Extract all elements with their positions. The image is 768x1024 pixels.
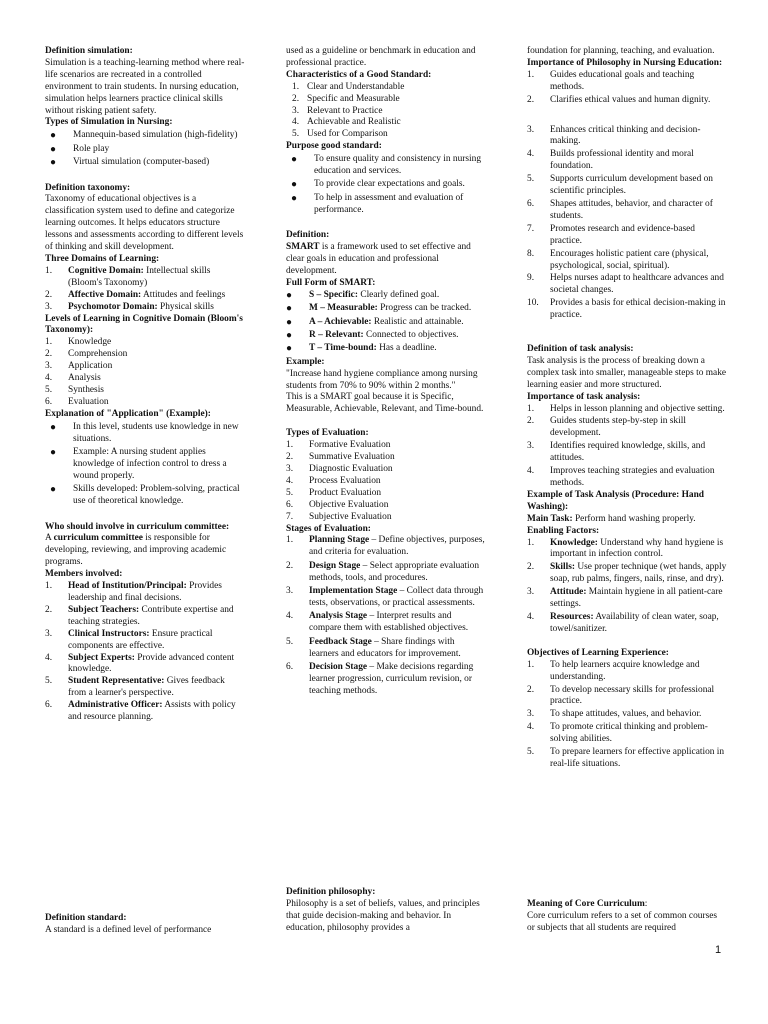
enabling-factors-list — [527, 538, 727, 636]
list-item: 6. Shapes attitudes, behavior, and character of students. — [527, 198, 713, 221]
evaluation-types-list — [286, 440, 486, 523]
list-item: 2. Design Stage – Select appropriate evaluation methods, tools, and procedures. — [286, 560, 480, 583]
list-item: 3. Enhances critical thinking and decision-making. — [527, 124, 701, 147]
smart-example-explanation: This is a SMART goal because it is Specific, Measurable, Achievable, Relevant, and Time-bound. — [286, 392, 484, 415]
simulation-types-list — [45, 130, 245, 169]
heading-philosophy-importance: Importance of Philosophy in Nursing Education: — [527, 57, 723, 68]
heading-evaluation-types: Types of Evaluation: — [286, 428, 369, 439]
list-item: ● To help in assessment and evaluation of performance. — [291, 192, 464, 215]
heading-task-example: Example of Task Analysis (Procedure: Hand Washing): — [527, 489, 705, 512]
list-item: 5. Used for Comparison — [292, 129, 388, 140]
list-item: 2. Subject Teachers: Contribute expertise and teaching strategies. — [45, 604, 234, 627]
list-item: 5. Synthesis — [45, 384, 104, 395]
list-item: 4. Resources: Availability of clean water, soap, towel/sanitizer. — [527, 611, 719, 634]
list-item: 2. Clarifies ethical values and human dignity. — [527, 94, 711, 105]
core-curriculum-block — [527, 899, 727, 935]
list-item: 1. Head of Institution/Principal: Provides leadership and final decisions. — [45, 581, 222, 603]
list-item: 6. Objective Evaluation — [286, 499, 389, 510]
philosophy-importance-list-continued — [527, 125, 727, 323]
column-3 — [527, 46, 727, 771]
list-item: 1. Formative Evaluation — [286, 440, 391, 451]
list-item: 4. Improves teaching strategies and evaluation methods. — [527, 466, 715, 488]
taxonomy-definition: Taxonomy of educational objectives is a classification system used to define and categorize learning outcomes. It helps educators structure lessons and assessments according to different levels of thinking and skill development. — [45, 194, 244, 253]
smart-list — [286, 290, 486, 356]
list-item: 5. Feedback Stage – Share findings with learners and educators for improvement. — [286, 636, 461, 659]
bullet-icon: ● — [50, 447, 57, 458]
list-item: 4. Analysis Stage – Interpret results and compare them with established objectives. — [286, 611, 469, 634]
list-item: 3. Psychomotor Domain: Physical skills — [45, 301, 214, 312]
heading-example: Example: — [286, 356, 325, 367]
curriculum-committee-text: A curriculum committee is responsible for developing, reviewing, and improving academic programs. — [45, 533, 227, 568]
list-item: 7. Promotes research and evidence-based practice. — [527, 223, 695, 246]
list-item: 1. Clear and Understandable — [292, 81, 405, 92]
purpose-list — [286, 154, 486, 217]
list-item: ● Mannequin-based simulation (high-fidelity) — [50, 130, 238, 142]
task-importance-list — [527, 404, 727, 490]
application-list — [45, 422, 245, 508]
heading-application: Explanation of "Application" (Example): — [45, 408, 211, 419]
list-item: 5. To prepare learners for effective application in real-life situations. — [527, 747, 725, 769]
list-item: ● A – Achievable: Realistic and attainable. — [286, 316, 464, 328]
list-item: 6. Evaluation — [45, 396, 109, 407]
bullet-icon: ● — [286, 329, 293, 341]
list-item: 1. Knowledge: Understand why hand hygiene is important in infection control. — [527, 537, 724, 560]
list-item: 1. Helps in lesson planning and objective setting. — [527, 403, 725, 414]
list-item: 1. Guides educational goals and teaching methods. — [527, 69, 695, 92]
list-item: 3. Diagnostic Evaluation — [286, 464, 393, 474]
heading-purpose: Purpose good standard: — [286, 141, 382, 152]
list-item: 5. Product Evaluation — [286, 487, 382, 498]
philosophy-definition: Philosophy is a set of beliefs, values, and principles that guide decision-making and behavior. In education, philosophy provides a — [286, 898, 480, 933]
bullet-icon: ● — [50, 484, 57, 496]
page-number: 1 — [715, 944, 722, 956]
list-item: 4. Achievable and Realistic — [292, 117, 401, 128]
levels-list — [45, 337, 245, 408]
heading-standard: Definition standard: — [45, 913, 127, 923]
list-item: 1. To help learners acquire knowledge and understanding. — [527, 659, 700, 682]
heading-enabling-factors: Enabling Factors: — [527, 525, 600, 536]
heading-taxonomy: Definition taxonomy: — [45, 182, 131, 193]
evaluation-stages-list — [286, 535, 486, 697]
list-item: ● Example: A nursing student applies knowledge of infection control to dress a wound properly. — [50, 447, 227, 481]
heading-members: Members involved: — [45, 569, 123, 580]
list-item: 3. Relevant to Practice — [292, 105, 383, 116]
standard-definition: A standard is a defined level of performance — [45, 924, 212, 935]
heading-simulation-types: Types of Simulation in Nursing: — [45, 117, 173, 128]
list-item: 3. Attitude: Maintain hygiene in all patient-care settings. — [527, 587, 723, 610]
bullet-icon: ● — [50, 130, 57, 142]
heading-curriculum-committee: Who should involve in curriculum committee: — [45, 521, 230, 532]
heading-core-curriculum: Meaning of Core Curriculum: — [527, 899, 648, 909]
list-item: ● Role play — [50, 143, 110, 155]
list-item: 3. To shape attitudes, values, and behavior. — [527, 709, 702, 720]
bullet-icon: ● — [286, 289, 293, 301]
list-item: 8. Encourages holistic patient care (physical, psychological, social, spiritual). — [527, 248, 709, 271]
list-item: 6. Administrative Officer: Assists with policy and resource planning. — [45, 700, 236, 723]
list-item: 1. Knowledge — [45, 337, 112, 348]
list-item: ● M – Measurable: Progress can be tracked. — [286, 303, 472, 315]
bullet-icon: ● — [286, 303, 293, 315]
list-item: 2. Guides students step-by-step in skill development. — [527, 416, 686, 439]
core-curriculum-definition: Core curriculum refers to a set of common courses or subjects that all students are required — [527, 910, 718, 933]
list-item: ● T – Time-bound: Has a deadline. — [286, 343, 437, 355]
list-item: ● R – Relevant: Connected to objectives. — [286, 329, 459, 341]
list-item: 9. Helps nurses adapt to healthcare advances and societal changes. — [527, 273, 724, 296]
list-item: 10. Provides a basis for ethical decision-making in practice. — [527, 298, 726, 321]
heading-evaluation-stages: Stages of Evaluation: — [286, 523, 371, 534]
smart-example: "Increase hand hygiene compliance among nursing students from 70% to 90% within 2 months." — [286, 368, 478, 391]
bullet-icon: ● — [50, 157, 57, 169]
list-item: 4. Process Evaluation — [286, 475, 381, 486]
list-item: ● Virtual simulation (computer-based) — [50, 157, 210, 169]
philosophy-definition-block — [286, 887, 486, 935]
bullet-icon: ● — [291, 179, 298, 191]
list-item: 4. Builds professional identity and moral foundation. — [527, 149, 694, 172]
main-task: Main Task: Perform hand washing properly. — [527, 513, 696, 524]
list-item: 4. Analysis — [45, 373, 101, 384]
list-item: 7. Subjective Evaluation — [286, 511, 392, 522]
heading-domains: Three Domains of Learning: — [45, 254, 160, 264]
list-item: ● Skills developed: Problem-solving, practical use of theoretical knowledge. — [50, 484, 240, 507]
members-list — [45, 581, 245, 724]
list-item: 2. To develop necessary skills for professional practice. — [527, 684, 715, 707]
bullet-icon: ● — [286, 316, 293, 328]
list-item: 2. Comprehension — [45, 349, 128, 360]
characteristics-list — [286, 82, 486, 142]
smart-definition: SMART is a framework used to set effective and clear goals in education and professional development. — [286, 242, 471, 276]
heading-characteristics: Characteristics of a Good Standard: — [286, 69, 432, 80]
list-item: ● In this level, students use knowledge in new situations. — [50, 421, 239, 444]
learning-objectives-list — [527, 660, 727, 771]
standard-continued: used as a guideline or benchmark in education and professional practice. — [286, 46, 476, 68]
bullet-icon: ● — [291, 192, 298, 204]
domains-list — [45, 266, 245, 314]
standard-definition-block — [45, 913, 245, 937]
list-item: ● To provide clear expectations and goals. — [291, 179, 465, 191]
list-item: ● To ensure quality and consistency in nursing education and services. — [291, 154, 482, 177]
list-item: 3. Clinical Instructors: Ensure practical components are effective. — [45, 628, 213, 651]
heading-philosophy: Definition philosophy: — [286, 887, 376, 897]
simulation-definition: Simulation is a teaching-learning method where real-life scenarios are recreated in a controlled environment to train students. In nursing education, simulation helps learners practice clinical skills without risking patient safety. — [45, 57, 245, 116]
list-item: 2. Affective Domain: Attitudes and feelings — [45, 289, 226, 300]
list-item: 1. Planning Stage – Define objectives, purposes, and criteria for evaluation. — [286, 535, 485, 558]
list-item: 5. Supports curriculum development based on scientific principles. — [527, 174, 713, 197]
heading-learning-objectives: Objectives of Learning Experience: — [527, 647, 669, 658]
philosophy-importance-list — [527, 70, 727, 107]
heading-task-importance: Importance of task analysis: — [527, 391, 641, 402]
column-1 — [45, 46, 245, 724]
task-analysis-definition: Task analysis is the process of breaking down a complex task into smaller, manageable steps to make learning easier and more structured. — [527, 355, 727, 390]
list-item: 6. Decision Stage – Make decisions regarding learner progression, curriculum revision, or teaching methods. — [286, 662, 474, 696]
list-item: 1. Cognitive Domain: Intellectual skills (Bloom's Taxonomy) — [45, 265, 211, 288]
list-item: 2. Skills: Use proper technique (wet hands, apply soap, rub palms, fingers, nails, rinse, and dry). — [527, 562, 727, 585]
list-item: 3. Application — [45, 361, 113, 372]
bullet-icon: ● — [286, 343, 293, 355]
list-item: 5. Student Representative: Gives feedback from a learner's perspective. — [45, 676, 225, 699]
list-item: 3. Identifies required knowledge, skills, and attitudes. — [527, 441, 706, 464]
heading-definition: Definition: — [286, 230, 330, 241]
list-item: 4. To promote critical thinking and problem-solving abilities. — [527, 722, 708, 745]
bullet-icon: ● — [50, 421, 57, 433]
bullet-icon: ● — [291, 154, 298, 166]
bullet-icon: ● — [50, 143, 57, 155]
philosophy-continued: foundation for planning, teaching, and evaluation. — [527, 46, 715, 56]
heading-smart-full-form: Full Form of SMART: — [286, 277, 376, 288]
heading-task-analysis: Definition of task analysis: — [527, 344, 634, 355]
list-item: ● S – Specific: Clearly defined goal. — [286, 289, 440, 301]
heading-simulation: Definition simulation: — [45, 46, 133, 56]
list-item: 2. Specific and Measurable — [292, 93, 400, 104]
column-2 — [286, 46, 486, 699]
list-item: 2. Summative Evaluation — [286, 452, 395, 463]
heading-levels: Levels of Learning in Cognitive Domain (Bloom's Taxonomy): — [45, 313, 243, 336]
list-item: 4. Subject Experts: Provide advanced content knowledge. — [45, 652, 235, 675]
list-item: 3. Implementation Stage – Collect data through tests, observations, or practical assessments. — [286, 586, 484, 608]
